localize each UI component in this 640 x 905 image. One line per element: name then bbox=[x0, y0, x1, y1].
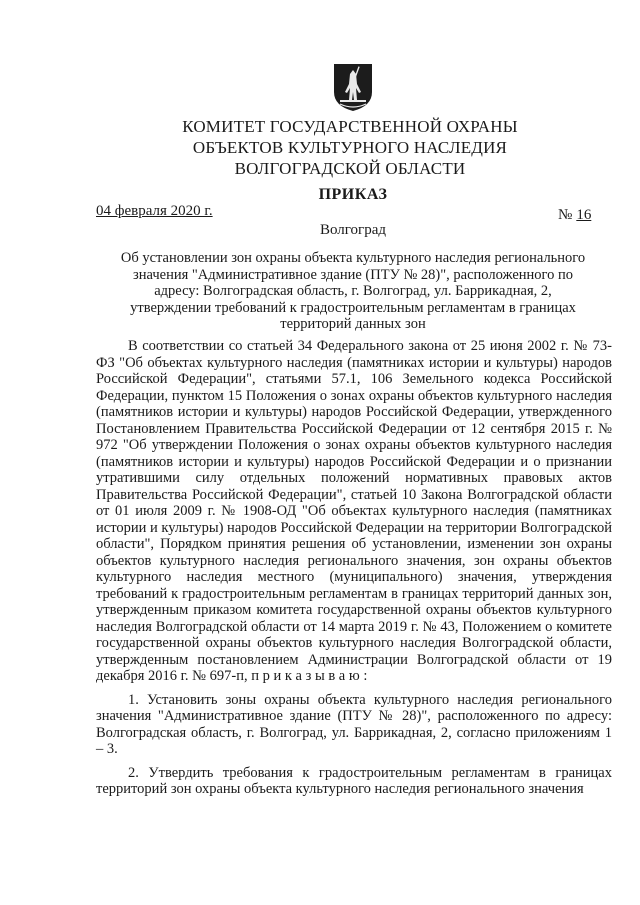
body-paragraph-2: 2. Утвердить требования к градостроительным регламентам в границах территорий зон охраны объекта культурного наследия регионального значения bbox=[96, 764, 612, 797]
order-number-value: 16 bbox=[576, 207, 592, 223]
order-body bbox=[96, 338, 612, 798]
order-number-prefix: № bbox=[558, 207, 573, 223]
organization-name bbox=[160, 116, 540, 179]
body-paragraph-preamble: В соответствии со статьей 34 Федерального закона от 25 июня 2002 г. № 73-ФЗ "Об объектах культурного наследия (памятниках истории и культуры) народов Российской Федерации", статьями 57.1, 106 Земельного кодекса Российской Федерации, пунктом 15 Положения о зонах охраны объектов культурного наследия (памятников истории и культуры) народов Российской Федерации, утвержденного Постановлением Правительства Российской Федерации от 12 сентября 2015 г. № 972 "Об утверждении Положения о зонах охраны объектов культурного наследия (памятников истории и культуры) народов Российской Федерации и о признании утратившими силу отдельных положений нормативных правовых актов Правительства Российской Федерации", статьей 10 Закона Волгоградской области от 01 июля 2009 г. № 1908-ОД "Об объектах культурного наследия (памятниках истории и культуры) народов Российской Федерации на территории Волгоградской области", Порядком принятия решения об установлении, изменении зон охраны объектов культурного наследия регионального значения, зон охраны объектов культурного наследия местного (муниципального) значения, утверждения требований к градостроительным регламентам в границах территорий данных зон, утвержденным приказом комитета государственной охраны объектов культурного наследия Волгоградской области от 14 марта 2019 г. № 43, Положением о комитете государственной охраны объектов культурного наследия Волгоградской области, утвержденным постановлением Администрации Волгоградской области от 19 декабря 2016 г. № 697-п, п р и к а з ы в а ю : bbox=[96, 338, 612, 684]
order-city: Волгоград bbox=[319, 222, 386, 238]
order-title: ПРИКАЗ bbox=[318, 186, 388, 203]
order-date: 04 февраля 2020 г. bbox=[96, 203, 213, 219]
organization-line-1: КОМИТЕТ ГОСУДАРСТВЕННОЙ ОХРАНЫ bbox=[182, 117, 518, 136]
organization-line-2: ОБЪЕКТОВ КУЛЬТУРНОГО НАСЛЕДИЯ bbox=[192, 138, 508, 157]
body-paragraph-1: 1. Установить зоны охраны объекта культурного наследия регионального значения "Административное здание (ПТУ № 28)", расположенного по адресу: Волгоградская область, г. Волгоград, ул. Баррикадная, 2, согласно приложениям 1 – 3. bbox=[96, 691, 612, 757]
order-subject: Об установлении зон охраны объекта культурного наследия регионального значения "Административное здание (ПТУ № 28)", расположенного по адресу: Волгоградская область, г. Волгоград, ул. Баррикадная, 2, утверждении требований к градостроительным регламентам в границах территорий данных зон bbox=[120, 250, 586, 332]
organization-line-3: ВОЛГОГРАДСКОЙ ОБЛАСТИ bbox=[234, 159, 466, 178]
volgograd-coat-of-arms-icon bbox=[332, 62, 374, 112]
